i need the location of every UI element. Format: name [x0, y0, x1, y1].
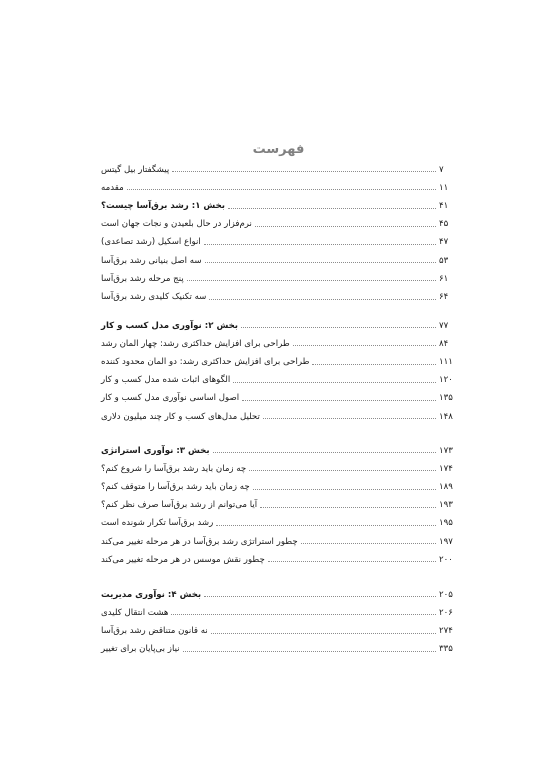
dot-leader [312, 363, 436, 365]
toc-entry [101, 617, 453, 635]
toc-page-number: ۵۳ [439, 255, 449, 266]
dot-leader [263, 417, 436, 419]
toc-entry [101, 367, 453, 385]
toc-part-heading: بخش ۲: نوآوری مدل کسب و کار [101, 320, 239, 331]
dot-leader [209, 298, 436, 300]
toc-entry-title: الگوهای اثبات شده مدل کسب و کار [101, 375, 231, 386]
toc-entry-title: پنج مرحله رشد برق‌آسا [101, 273, 184, 284]
toc-page-number: ۴۷ [439, 237, 449, 248]
dot-leader [268, 560, 436, 562]
toc-entry [101, 581, 453, 599]
toc-entry-title: نیاز بی‌پایان برای تغییر [101, 644, 180, 655]
toc-page-number: ۱۱ [439, 182, 449, 193]
toc-entry [101, 265, 453, 283]
toc-entry [101, 283, 453, 301]
toc-page-number: ۱۴۸ [439, 411, 453, 422]
toc-entry-title: هشت انتقال کلیدی [101, 607, 169, 618]
toc-entry-title: تحلیل مدل‌های کسب و کار چند میلیون دلاری [101, 411, 260, 422]
dot-leader [293, 344, 436, 346]
toc-section-2 [101, 312, 453, 421]
toc-part-heading: بخش ۱: رشد برق‌آسا چیست؟ [101, 200, 225, 211]
toc-entry [101, 385, 453, 403]
toc-entry-title: انواع اسکیل (رشد تصاعدی) [101, 237, 201, 248]
toc-entry [101, 437, 453, 455]
toc-entry [101, 510, 453, 528]
toc-entry-title: پیشگفتار بیل گیتس [101, 164, 170, 175]
toc-section-4 [101, 581, 453, 654]
dot-leader [233, 381, 436, 383]
toc-entry [101, 492, 453, 510]
dot-leader [249, 469, 436, 471]
dot-leader [255, 225, 436, 227]
toc-entry [101, 229, 453, 247]
dot-leader [127, 188, 436, 190]
dot-leader [301, 542, 436, 544]
dot-leader [260, 506, 436, 508]
toc-entry-title: چطور استراتژی رشد برق‌آسا در هر مرحله تغییر می‌کند [101, 536, 298, 547]
toc-entry-title: طراحی برای افزایش حداکثری رشد: دو المان محدود کننده [101, 356, 310, 367]
dot-leader [242, 399, 436, 401]
dot-leader [187, 279, 436, 281]
toc-page-number: ۴۵ [439, 219, 449, 230]
toc-page-number: ۷ [439, 164, 444, 175]
toc-entry [101, 156, 453, 174]
toc-entry [101, 174, 453, 192]
toc-page-number: ۲۰۰ [439, 554, 453, 565]
toc-page-number: ۱۷۴ [439, 463, 453, 474]
toc-entry-title: مقدمه [101, 182, 124, 193]
toc-entry-title: چطور نقش موسس در هر مرحله تغییر می‌کند [101, 554, 265, 565]
toc-entry-title: نه قانون متناقض رشد برق‌آسا [101, 625, 208, 636]
toc-entry [101, 473, 453, 491]
toc-entry [101, 192, 453, 210]
toc-page-number: ۱۱۱ [439, 356, 453, 367]
toc-page-number: ۱۳۵ [439, 393, 453, 404]
dot-leader [228, 207, 436, 209]
toc-entry [101, 546, 453, 564]
toc-page-number: ۴۱ [439, 200, 449, 211]
toc-entry [101, 455, 453, 473]
toc-page-number: ۲۰۵ [439, 589, 453, 600]
toc-section-3 [101, 437, 453, 564]
toc-entry [101, 312, 453, 330]
toc-entry-title: طراحی برای افزایش حداکثری رشد: چهار المان رشد [101, 338, 290, 349]
toc-entry [101, 211, 453, 229]
toc-section-1 [101, 156, 453, 302]
dot-leader [171, 613, 436, 615]
toc-entry-title: رشد برق‌آسا تکرار شونده است [101, 518, 214, 529]
toc-page-number: ۸۴ [439, 338, 449, 349]
toc-entry [101, 636, 453, 654]
toc-entry [101, 599, 453, 617]
dot-leader [211, 632, 436, 634]
toc-entry-title: چه زمان باید رشد برق‌آسا را شروع کنم؟ [101, 463, 247, 474]
toc-part-heading: بخش ۴: نوآوری مدیریت [101, 589, 202, 600]
toc-entry [101, 330, 453, 348]
toc-entry [101, 403, 453, 421]
dot-leader [183, 650, 436, 652]
toc-entry [101, 348, 453, 366]
toc-entry [101, 247, 453, 265]
toc-page-number: ۱۹۳ [439, 500, 453, 511]
toc-page-number: ۳۳۵ [439, 644, 453, 655]
toc-part-heading: بخش ۳: نوآوری استراتژی [101, 445, 210, 456]
toc-page-number: ۱۷۳ [439, 445, 453, 456]
dot-leader [241, 326, 436, 328]
toc-page-number: ۱۸۹ [439, 481, 453, 492]
toc-entry-title: چه زمان باید رشد برق‌آسا را متوقف کنم؟ [101, 481, 250, 492]
toc-page-number: ۲۰۶ [439, 607, 453, 618]
toc-page-number: ۱۹۷ [439, 536, 453, 547]
dot-leader [216, 524, 436, 526]
dot-leader [204, 595, 436, 597]
toc-page-number: ۶۴ [439, 291, 449, 302]
toc-entry-title: اصول اساسی نوآوری مدل کسب و کار [101, 393, 240, 404]
toc-title: فهرست [252, 142, 305, 157]
toc-page-number: ۱۲۰ [439, 375, 453, 386]
toc-page-number: ۶۱ [439, 273, 449, 284]
toc-entry [101, 528, 453, 546]
toc-page-number: ۲۷۴ [439, 625, 453, 636]
toc-page-number: ۷۷ [439, 320, 449, 331]
dot-leader [204, 243, 436, 245]
dot-leader [213, 451, 436, 453]
toc-page-number: ۱۹۵ [439, 518, 453, 529]
toc-entry-title: سه تکنیک کلیدی رشد برق‌آسا [101, 291, 207, 302]
dot-leader [205, 261, 436, 263]
dot-leader [253, 488, 436, 490]
dot-leader [172, 170, 436, 172]
toc-entry-title: آیا می‌توانم از رشد برق‌آسا صرف نظر کنم؟ [101, 500, 258, 511]
toc-entry-title: نرم‌فزار در حال بلعیدن و نجات جهان است [101, 219, 252, 230]
toc-entry-title: سه اصل بنیانی رشد برق‌آسا [101, 255, 202, 266]
